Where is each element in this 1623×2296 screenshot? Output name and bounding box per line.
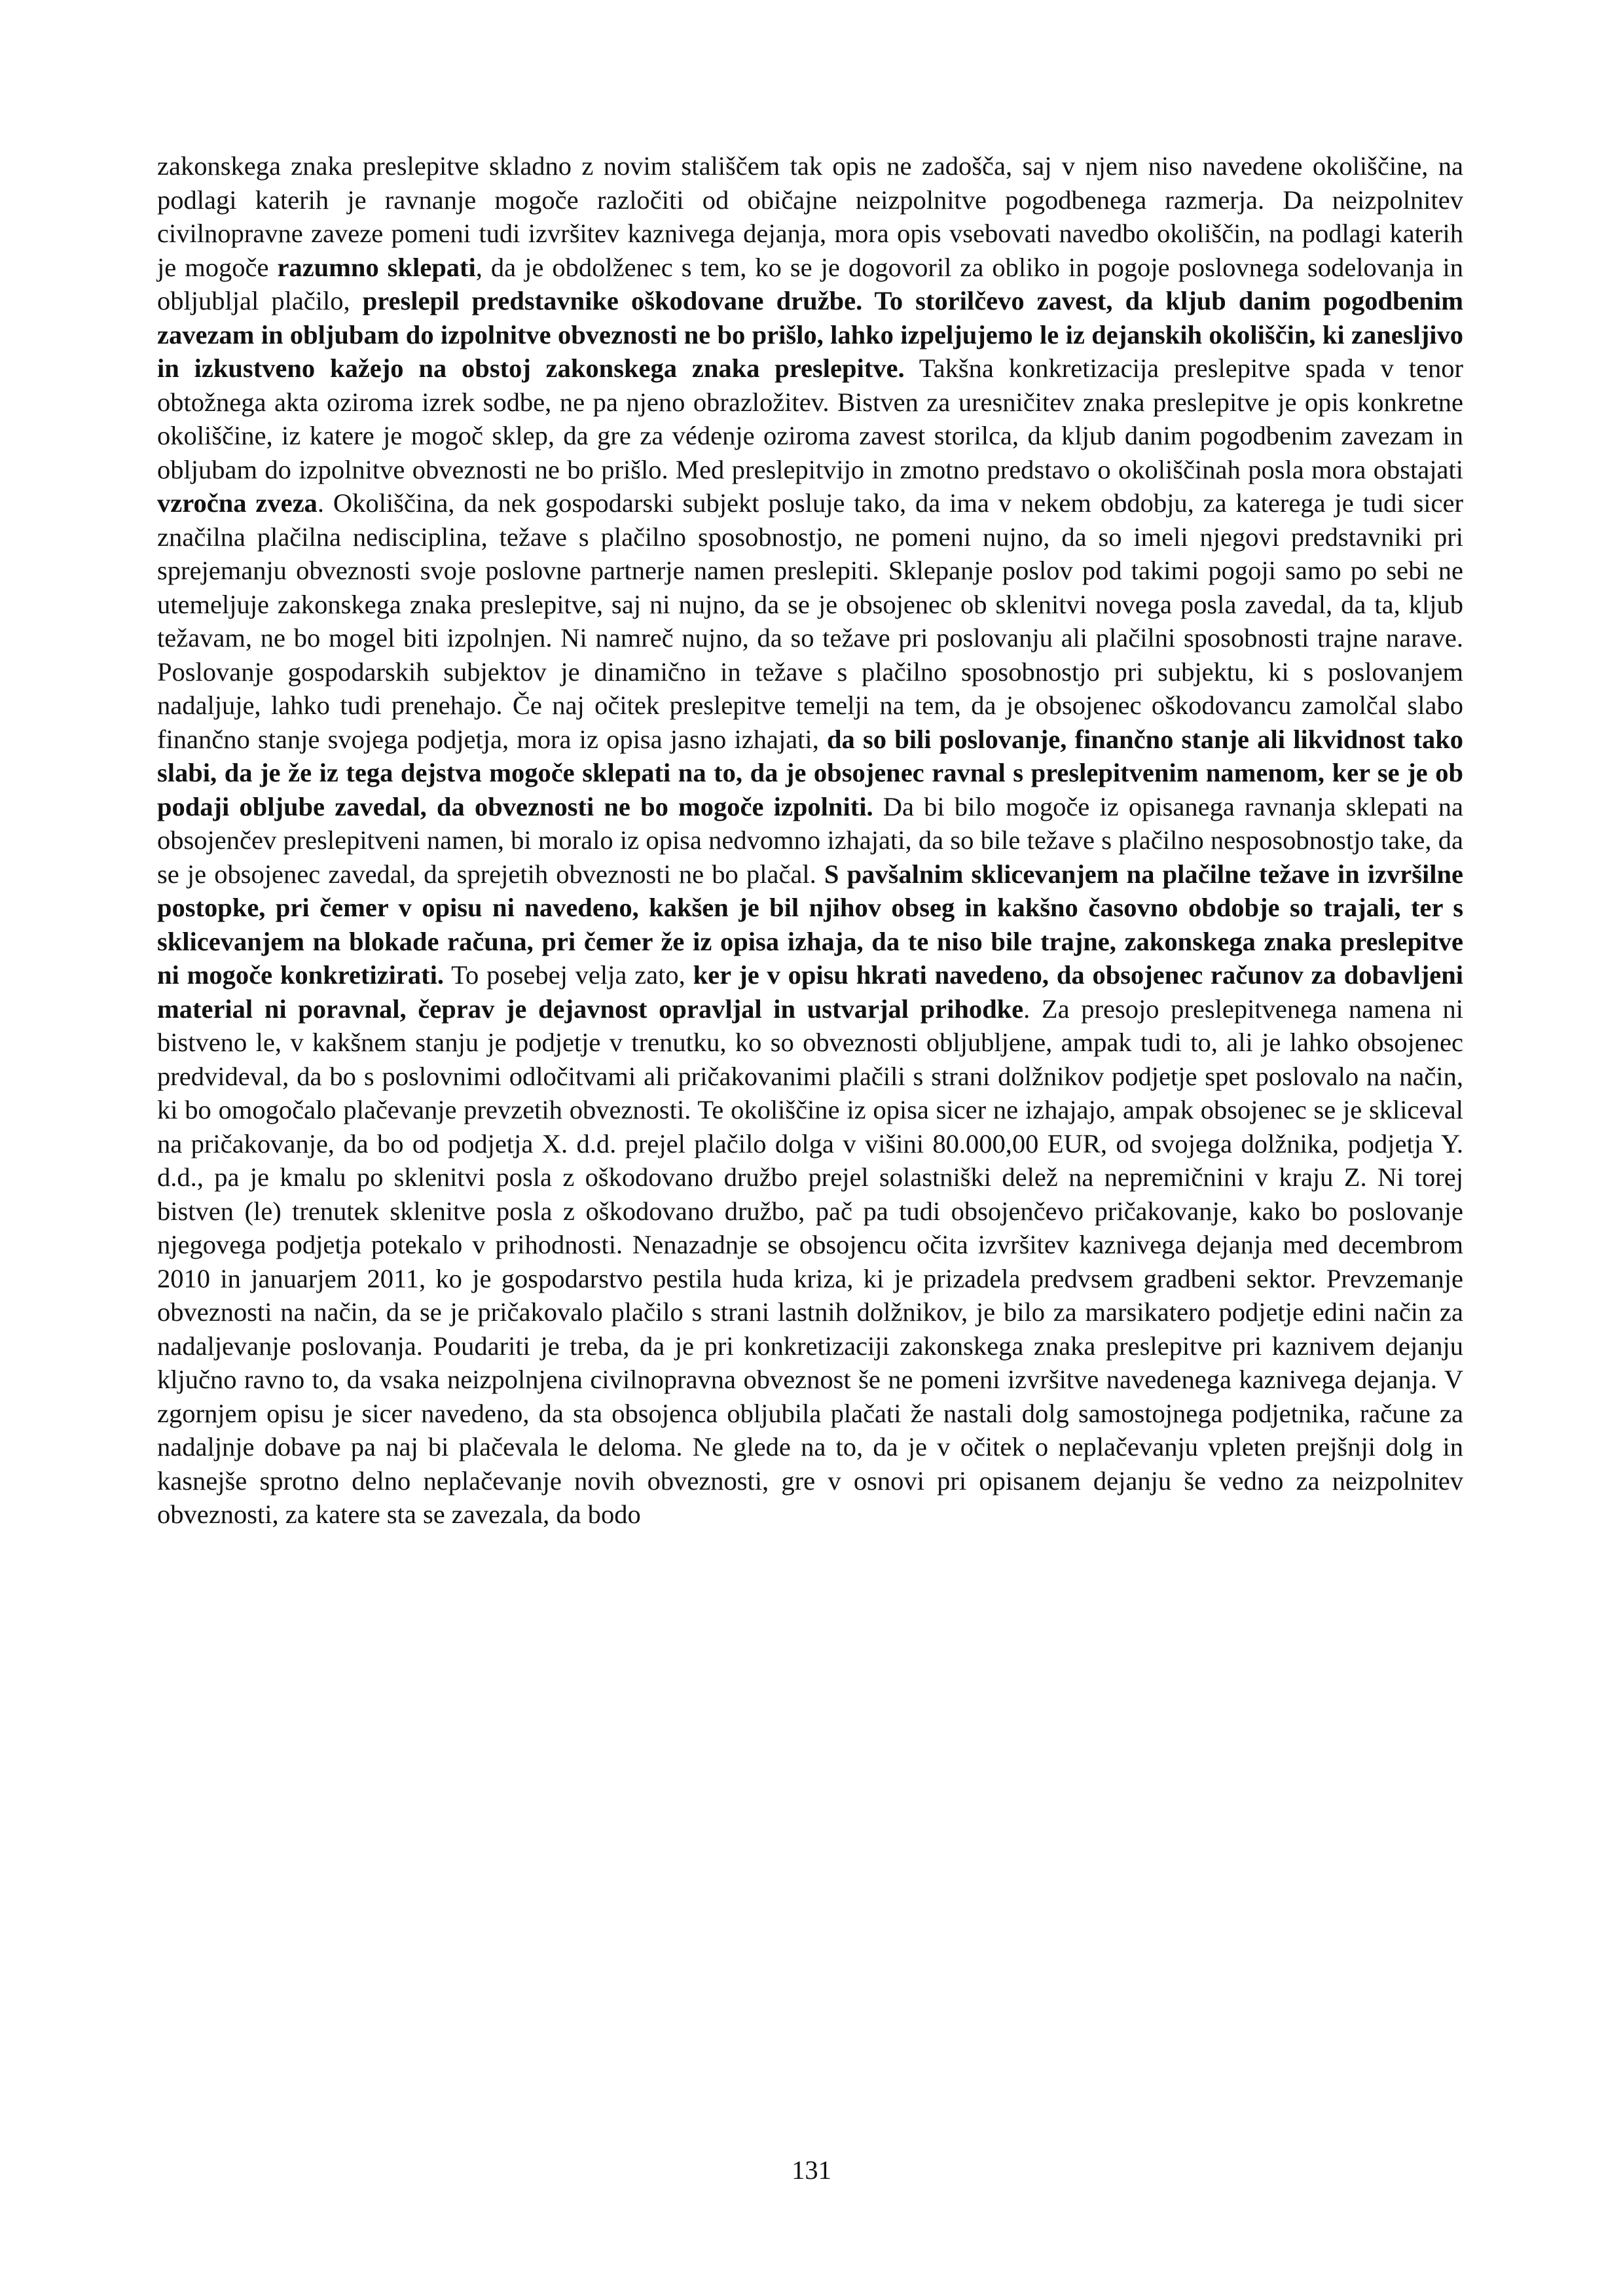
text-segment: , da je obdolženec s tem, ko se je dogovoril za obliko in pogoje poslovnega sodelovanja in obljubljal plačilo, xyxy=(157,252,1464,315)
page-number: 131 xyxy=(792,2155,831,2185)
emphasis-text: razumno sklepati xyxy=(277,252,476,282)
text-segment: Da bi bilo mogoče iz opisanega ravnanja sklepati na obsojenčev preslepitveni namen, bi moralo iz opisa nedvomno izhajati, da so bile težave s plačilno nesposobnostjo take, da se je obsojenec zavedal, da sprejetih obveznosti ne bo plačal. xyxy=(157,791,1463,889)
text-segment: . Okoliščina, da nek gospodarski subjekt posluje tako, da ima v nekem obdobju, za katerega je tudi sicer značilna plačilna nedisciplina, težave s plačilno sposobnostjo, ne pomeni nujno, da so imeli njegovi predstavniki pri sprejemanju obveznosti svoje poslovne partnerje namen preslepiti. Sklepanje poslov pod takimi pogoji samo po sebi ne utemeljuje zakonskega znaka preslepitve, saj ni nujno, da se je obsojenec ob sklenitvi novega posla zavedal, da ta, kljub težavam, ne bo mogel biti izpolnjen. Ni namreč nujno, da so težave pri poslovanju ali plačilni sposobnosti trajne narave. Poslovanje gospodarskih subjektov je dinamično in težave s plačilno sposobnostjo pri subjektu, ki s poslovanjem nadaljuje, lahko tudi prenehajo. Če naj očitek preslepitve temelji na tem, da je obsojenec oškodovancu zamolčal slabo finančno stanje svojega podjetja, mora iz opisa jasno izhajati, xyxy=(157,488,1463,754)
emphasis-text: da so bili poslovanje, finančno stanje ali likvidnost tako slabi, da je že iz tega dejstva mogoče sklepati na to, da je obsojenec ravnal s preslepitvenim namenom, ker se je ob podaji obljube zavedal, da obveznosti ne bo mogoče izpolniti. xyxy=(157,724,1463,821)
emphasis-text: ker je v opisu hkrati navedeno, da obsojenec računov za dobavljeni material ni poravnal, čeprav je dejavnost opravljal in ustvarjal prihodke xyxy=(157,960,1463,1024)
body-text xyxy=(157,149,1463,1532)
text-segment: zakonskega znaka preslepitve skladno z novim stališčem tak opis ne zadošča, saj v njem niso navedene okoliščine, na podlagi katerih je ravnanje mogoče razločiti od običajne neizpolnitve pogodbenega razmerja. Da neizpolnitev civilnopravne zaveze pomeni tudi izvršitev kaznivega dejanja, mora opis vsebovati navedbo okoliščin, na podlagi katerih je mogoče xyxy=(157,151,1463,282)
text-segment: . Za presojo preslepitvenega namena ni bistveno le, v kakšnem stanju je podjetje v trenutku, ko so obveznosti obljubljene, ampak tudi to, ali je lahko obsojenec predvideval, da bo s poslovnimi odločitvami ali pričakovanimi plačili s strani dolžnikov podjetje spet poslovalo na način, ki bo omogočalo plačevanje prevzetih obveznosti. Te okoliščine iz opisa sicer ne izhajajo, ampak obsojenec se je skliceval na pričakovanje, da bo od podjetja X. d.d. prejel plačilo dolga v višini 80.000,00 EUR, od svojega dolžnika, podjetja Y. d.d., pa je kmalu po sklenitvi posla z oškodovano družbo prejel solastniški delež na nepremičnini v kraju Z. Ni torej bistven (le) trenutek sklenitve posla z oškodovano družbo, pač pa tudi obsojenčevo pričakovanje, kako bo poslovanje njegovega podjetja potekalo v prihodnosti. Nenazadnje se obsojencu očita izvršitev kaznivega dejanja med decembrom 2010 in januarjem 2011, ko je gospodarstvo pestila huda kriza, ki je prizadela predvsem gradbeni sektor. Prevzemanje obveznosti na način, da se je pričakovalo plačilo s strani lastnih dolžnikov, je bilo za marsikatero podjetje edini način za nadaljevanje poslovanja. Poudariti je treba, da je pri konkretizaciji zakonskega znaka preslepitve pri kaznivem dejanju ključno ravno to, da vsaka neizpolnjena civilnopravna obveznost še ne pomeni izvršitve navedenega kaznivega dejanja. V zgornjem opisu je sicer navedeno, da sta obsojenca obljubila plačati že nastali dolg samostojnega podjetnika, račune za nadaljnje dobave pa naj bi plačevala le deloma. Ne glede na to, da je v očitek o neplačevanju vpleten prejšnji dolg in kasnejše sprotno delno neplačevanje novih obveznosti, gre v osnovi pri opisanem dejanju še vedno za neizpolnitev obveznosti, za katere sta se zavezala, da bodo xyxy=(157,994,1463,1529)
text-segment: Takšna konkretizacija preslepitve spada v tenor obtožnega akta oziroma izrek sodbe, ne pa njeno obrazložitev. Bistven za uresničitev znaka preslepitve je opis konkretne okoliščine, iz katere je mogoč sklep, da gre za védenje oziroma zavest storilca, da kljub danim pogodbenim zavezam in obljubam do izpolnitve obveznosti ne bo prišlo. Med preslepitvijo in zmotno predstavo o okoliščinah posla mora obstajati xyxy=(157,353,1464,484)
paragraph xyxy=(157,149,1463,1532)
emphasis-text: vzročna zveza xyxy=(157,488,318,518)
emphasis-text: S pavšalnim sklicevanjem na plačilne težave in izvršilne postopke, pri čemer v opisu ni navedeno, kakšen je bil njihov obseg in kakšno časovno obdobje so trajali, ter s sklicevanjem na blokade računa, pri čemer že iz opisa izhaja, da te niso bile trajne, zakonskega znaka preslepitve ni mogoče konkretizirati. xyxy=(157,859,1463,990)
emphasis-text: preslepil predstavnike oškodovane družbe. To storilčevo zavest, da kljub danim pogodbenim zavezam in obljubam do izpolnitve obveznosti ne bo prišlo, lahko izpeljujemo le iz dejanskih okoliščin, ki zanesljivo in izkustveno kažejo na obstoj zakonskega znaka preslepitve. xyxy=(157,286,1463,383)
text-segment: To posebej velja zato, xyxy=(444,960,693,990)
